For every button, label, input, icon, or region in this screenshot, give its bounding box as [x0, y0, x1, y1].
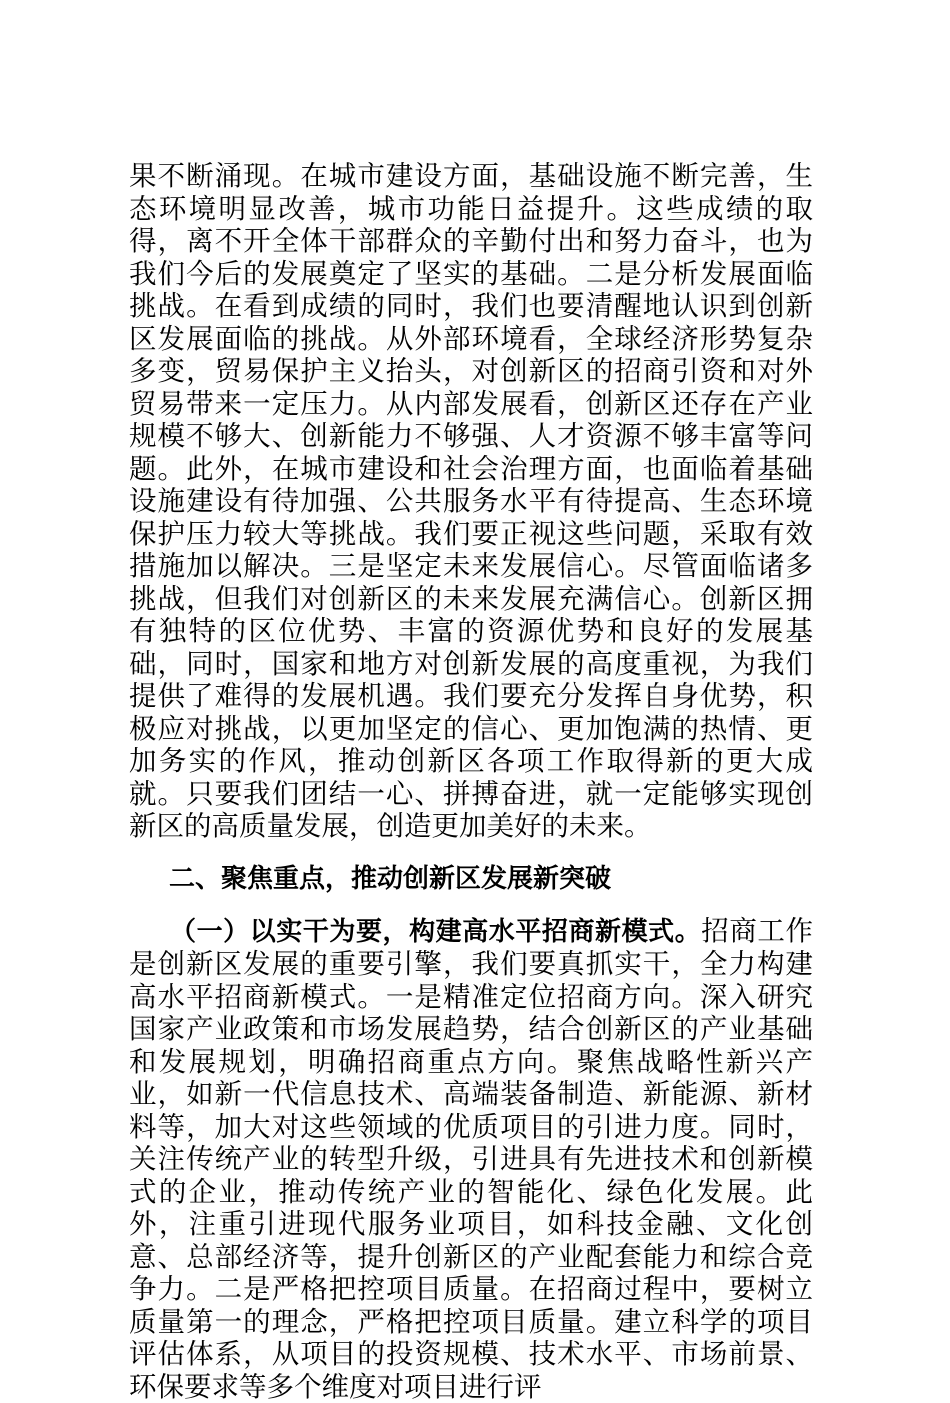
paragraph-lead-heading: （一）以实干为要，构建高水平招商新模式。 [170, 917, 701, 947]
section-heading: 二、聚焦重点，推动创新区发展新突破 [129, 861, 813, 897]
document-body [129, 160, 813, 1403]
body-paragraph: 果不断涌现。在城市建设方面，基础设施不断完善，生态环境明显改善，城市功能日益提升。这些成绩的取得，离不开全体干部群众的辛勤付出和努力奋斗，也为我们今后的发展奠定了坚实的基础。二是分析发展面临挑战。在看到成绩的同时，我们也要清醒地认识到创新区发展面临的挑战。从外部环境看，全球经济形势复杂多变，贸易保护主义抬头，对创新区的招商引资和对外贸易带来一定压力。从内部发展看，创新区还存在产业规模不够大、创新能力不够强、人才资源不够丰富等问题。此外，在城市建设和社会治理方面，也面临着基础设施建设有待加强、公共服务水平有待提高、生态环境保护压力较大等挑战。我们要正视这些问题，采取有效措施加以解决。三是坚定未来发展信心。尽管面临诸多挑战，但我们对创新区的未来发展充满信心。创新区拥有独特的区位优势、丰富的资源优势和良好的发展基础，同时，国家和地方对创新发展的高度重视，为我们提供了难得的发展机遇。我们要充分发挥自身优势，积极应对挑战，以更加坚定的信心、更加饱满的热情、更加务实的作风，推动创新区各项工作取得新的更大成就。只要我们团结一心、拼搏奋进，就一定能够实现创新区的高质量发展，创造更加美好的未来。 [129, 160, 813, 843]
paragraph-body-text: 招商工作是创新区发展的重要引擎，我们要真抓实干，全力构建高水平招商新模式。一是精准定位招商方向。深入研究国家产业政策和市场发展趋势，结合创新区的产业基础和发展规划，明确招商重点方向。聚焦战略性新兴产业，如新一代信息技术、高端装备制造、新能源、新材料等，加大对这些领域的优质项目的引进力度。同时，关注传统产业的转型升级，引进具有先进技术和创新模式的企业，推动传统产业的智能化、绿色化发展。此外，注重引进现代服务业项目，如科技金融、文化创意、总部经济等，提升创新区的产业配套能力和综合竞争力。二是严格把控项目质量。在招商过程中，要树立质量第一的理念，严格把控项目质量。建立科学的项目评估体系，从项目的投资规模、技术水平、市场前景、环保要求等多个维度对项目进行评 [129, 915, 813, 1403]
body-paragraph-with-lead [129, 915, 813, 1403]
